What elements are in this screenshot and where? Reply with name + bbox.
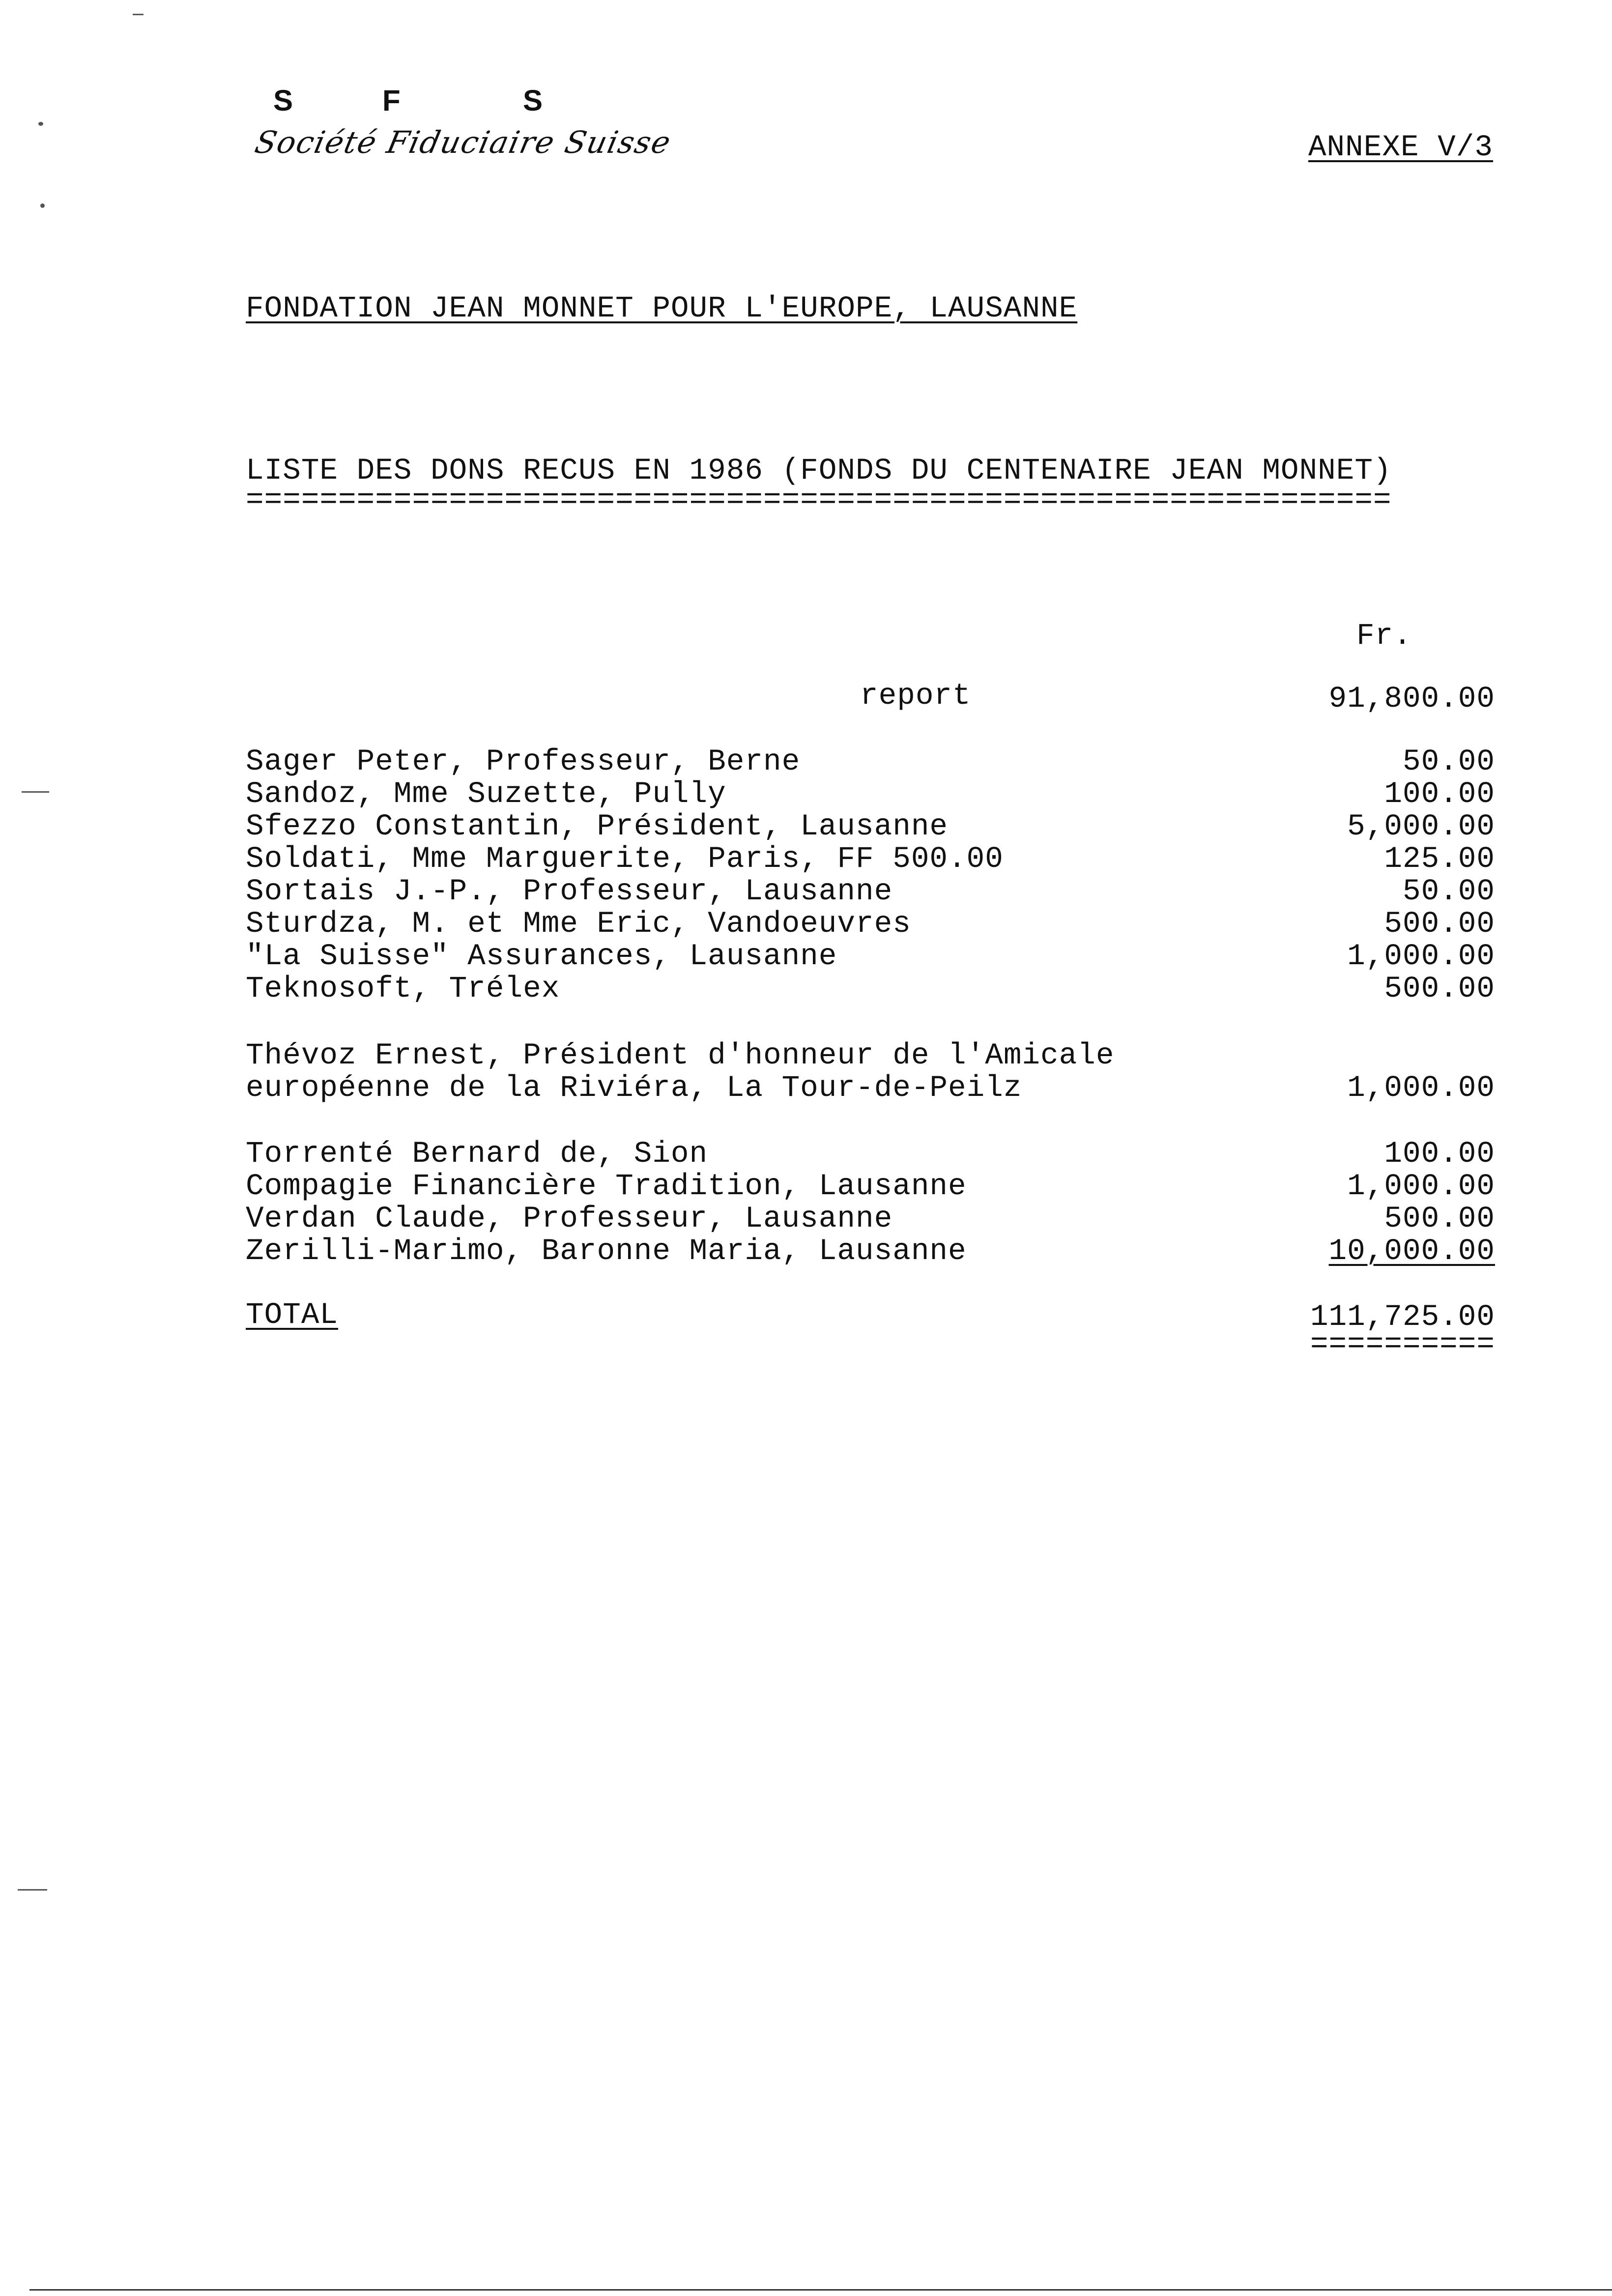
donor-name: Sager Peter, Professeur, Berne	[246, 745, 801, 779]
donor-amount: 1,000.00	[1347, 1170, 1495, 1204]
donor-amount: 5,000.00	[1347, 810, 1495, 844]
donor-name: Sortais J.-P., Professeur, Lausanne	[246, 875, 893, 909]
donor-name: Torrenté Bernard de, Sion	[246, 1137, 708, 1171]
scan-mark	[22, 791, 49, 793]
scan-mark	[18, 1889, 47, 1891]
report-label: report	[860, 679, 971, 713]
sfs-logo	[252, 84, 675, 167]
total-double-rule: ==========	[1310, 1328, 1495, 1362]
donor-name: Compagie Financière Tradition, Lausanne	[246, 1170, 967, 1204]
logo-letter-s2: S	[523, 84, 543, 117]
donor-row	[246, 778, 1495, 811]
scan-mark	[40, 203, 45, 208]
donor-name-line-2: européenne de la Riviéra, La Tour-de-Peilz	[246, 1071, 1022, 1105]
donor-row	[246, 908, 1495, 941]
donor-row	[246, 876, 1495, 908]
donor-row	[246, 843, 1495, 876]
donor-row	[246, 811, 1495, 843]
donor-row	[246, 973, 1495, 1005]
donor-list-group-2	[246, 1040, 1495, 1105]
donor-list-group-3	[246, 1138, 1495, 1268]
donor-name: "La Suisse" Assurances, Lausanne	[246, 940, 837, 974]
donor-amount: 125.00	[1384, 842, 1495, 876]
donor-amount: 100.00	[1384, 777, 1495, 811]
donor-amount: 50.00	[1402, 745, 1495, 779]
logo-script-name: Société Fiduciaire Suisse	[252, 124, 675, 160]
donor-row-line-1	[246, 1040, 1495, 1072]
donor-amount: 1,000.00	[1347, 940, 1495, 974]
donor-name-line-1: Thévoz Ernest, Président d'honneur de l'Amicale	[246, 1039, 1115, 1073]
donor-row	[246, 1138, 1495, 1171]
donor-row	[246, 941, 1495, 973]
donor-amount: 100.00	[1384, 1137, 1495, 1171]
donor-amount-subtotal-underlined: 10,000.00	[1328, 1234, 1495, 1268]
total-label: TOTAL	[246, 1298, 339, 1332]
document-title: FONDATION JEAN MONNET POUR L'EUROPE, LAUSANNE	[246, 292, 1078, 326]
donor-row	[246, 1203, 1495, 1235]
donor-name: Verdan Claude, Professeur, Lausanne	[246, 1202, 893, 1236]
donor-list-group-1	[246, 746, 1495, 1005]
donor-amount: 500.00	[1384, 907, 1495, 941]
report-value: 91,800.00	[1328, 682, 1495, 716]
subtitle-double-rule: ==============================================================	[246, 484, 1392, 517]
currency-header: Fr.	[1356, 619, 1412, 653]
donor-row	[246, 1171, 1495, 1203]
donor-amount: 500.00	[1384, 972, 1495, 1006]
document-subtitle: LISTE DES DONS RECUS EN 1986 (FONDS DU CENTENAIRE JEAN MONNET)	[246, 454, 1392, 488]
donor-row-line-2	[246, 1072, 1495, 1105]
total-value: 111,725.00	[1310, 1300, 1495, 1334]
donor-row	[246, 746, 1495, 778]
annex-label: ANNEXE V/3	[1308, 131, 1493, 165]
donor-name: Zerilli-Marimo, Baronne Maria, Lausanne	[246, 1234, 967, 1268]
donor-name: Sturdza, M. et Mme Eric, Vandoeuvres	[246, 907, 911, 941]
scan-mark	[133, 14, 144, 15]
donor-amount: 1,000.00	[1347, 1071, 1495, 1105]
donor-name: Sfezzo Constantin, Président, Lausanne	[246, 810, 949, 844]
donor-amount: 50.00	[1402, 875, 1495, 909]
logo-letter-s1: S	[273, 84, 293, 117]
donor-name: Soldati, Mme Marguerite, Paris, FF 500.00	[246, 842, 1004, 876]
donor-name: Teknosoft, Trélex	[246, 972, 560, 1006]
donor-name: Sandoz, Mme Suzette, Pully	[246, 777, 726, 811]
logo-letter-f: F	[382, 84, 401, 117]
page-bottom-edge	[29, 2289, 1612, 2291]
scan-mark	[38, 122, 43, 126]
donor-amount: 500.00	[1384, 1202, 1495, 1236]
donor-row	[246, 1235, 1495, 1268]
